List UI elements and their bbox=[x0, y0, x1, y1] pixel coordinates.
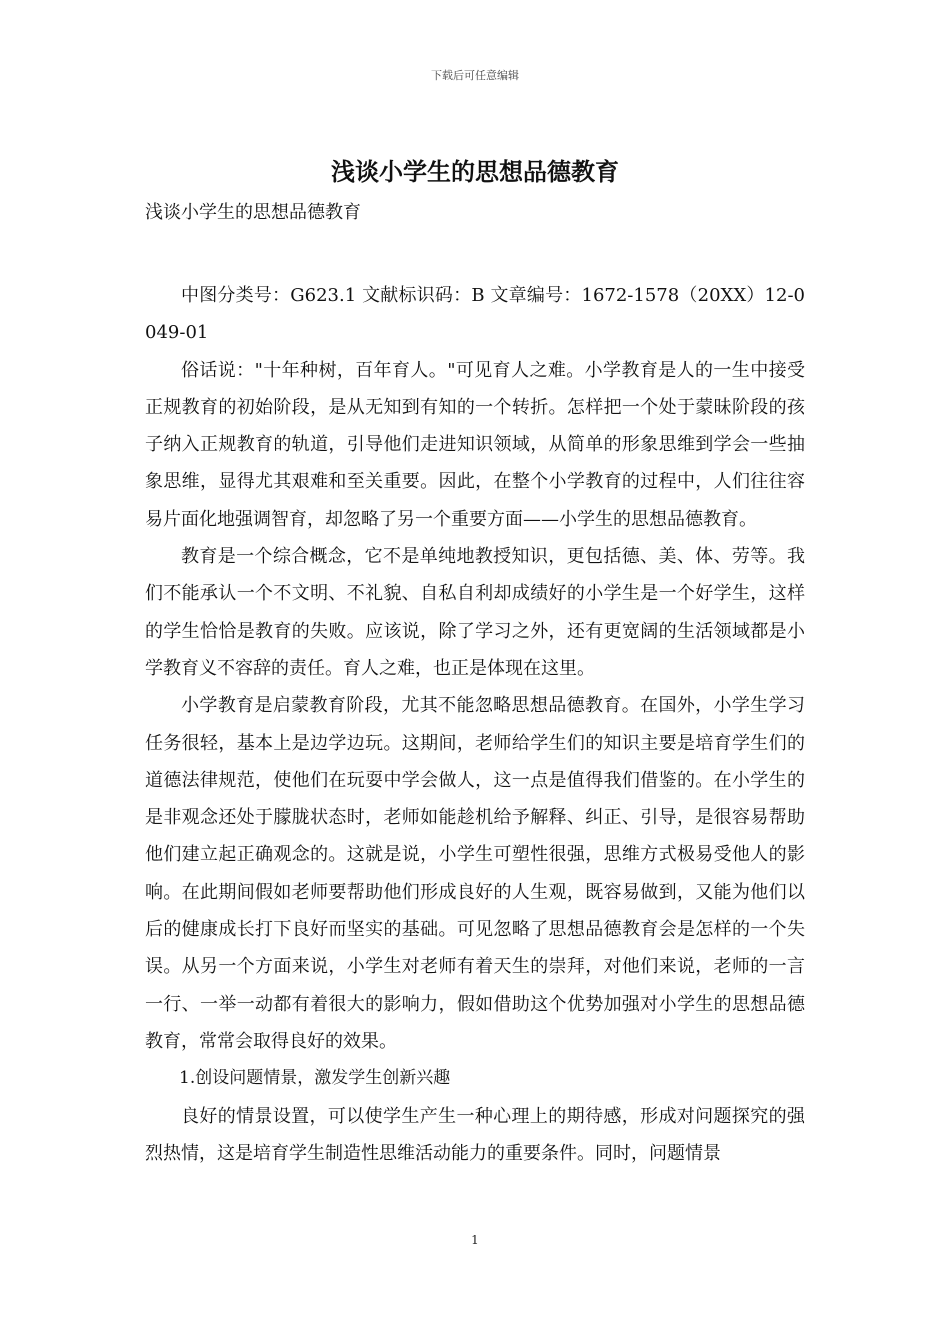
paragraph: 俗话说："十年种树，百年育人。"可见育人之难。小学教育是人的一生中接受正规教育的初始阶段，是从无知到有知的一个转折。怎样把一个处于蒙昧阶段的孩子纳入正规教育的轨道，引导他们走进知识领域，从简单的形象思维到学会一些抽象思维，显得尤其艰难和至关重要。因此，在整个小学教育的过程中，人们往往容易片面化地强调智育，却忽略了另一个重要方面——小学生的思想品德教育。 bbox=[145, 359, 805, 530]
page-number: 1 bbox=[471, 1233, 479, 1247]
section-paragraph: 良好的情景设置，可以使学生产生一种心理上的期待感，形成对问题探究的强烈热情，这是培育学生制造性思维活动能力的重要条件。同时，问题情景 bbox=[145, 1105, 805, 1164]
document-subtitle: 浅谈小学生的思想品德教育 bbox=[145, 202, 361, 223]
paragraph: 教育是一个综合概念，它不是单纯地教授知识，更包括德、美、体、劳等。我们不能承认一个不文明、不礼貌、自私自利却成绩好的小学生是一个好学生，这样的学生恰恰是教育的失败。应该说，除了学习之外，还有更宽阔的生活领域都是小学教育义不容辞的责任。育人之难，也正是体现在这里。 bbox=[145, 546, 805, 679]
classification-line: 中图分类号：G623.1 文献标识码：B 文章编号：1672-1578（20XX）12-0049-01 bbox=[145, 285, 805, 344]
page-header-note: 下载后可任意编辑 bbox=[431, 69, 519, 82]
section-heading: 1.创设问题情景，激发学生创新兴趣 bbox=[179, 1068, 451, 1089]
spacer bbox=[145, 231, 805, 277]
document-title: 浅谈小学生的思想品德教育 bbox=[331, 157, 619, 186]
paragraph: 小学教育是启蒙教育阶段，尤其不能忽略思想品德教育。在国外，小学生学习任务很轻，基本上是边学边玩。这期间，老师给学生们的知识主要是培育学生们的道德法律规范，使他们在玩耍中学会做人，这一点是值得我们借鉴的。在小学生的是非观念还处于朦胧状态时，老师如能趁机给予解释、纠正、引导，是很容易帮助他们建立起正确观念的。这就是说，小学生可塑性很强，思维方式极易受他人的影响。在此期间假如老师要帮助他们形成良好的人生观，既容易做到，又能为他们以后的健康成长打下良好而坚实的基础。可见忽略了思想品德教育会是怎样的一个失误。从另一个方面来说，小学生对老师有着天生的崇拜，对他们来说，老师的一言一行、一举一动都有着很大的影响力，假如借助这个优势加强对小学生的思想品德教育，常常会取得良好的效果。 bbox=[145, 695, 805, 1052]
document-body bbox=[145, 150, 805, 1172]
